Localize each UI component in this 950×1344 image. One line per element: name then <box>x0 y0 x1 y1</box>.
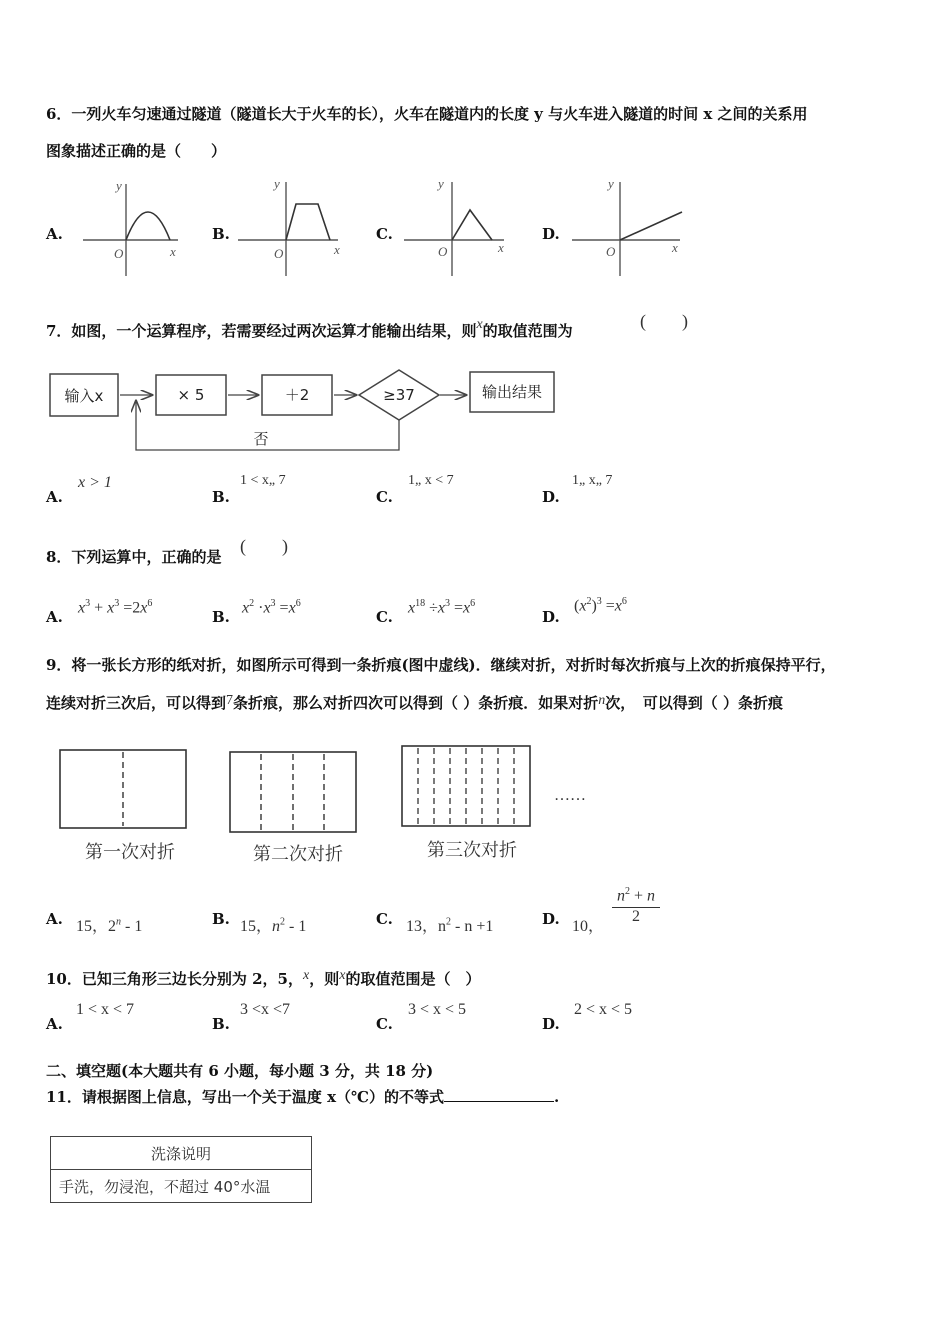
q10-option-b-label: B. <box>212 1015 230 1033</box>
q9-option-a-label: A. <box>46 910 63 928</box>
q8-option-d-label: D. <box>542 608 560 626</box>
origin-label: O <box>274 246 284 261</box>
q9-stem-line1: 9．将一张长方形的纸对折，如图所示可得到一条折痕(图中虚线)．继续对折，对折时每次折痕与上次的折痕保持平行， <box>46 656 836 674</box>
q10-stem-a: 10．已知三角形三边长分别为 2，5， <box>46 970 303 988</box>
q10-stem-b: ，则 <box>309 970 340 988</box>
q9-option-a-num: 15， <box>76 918 109 935</box>
q10-option-d-text[interactable]: 2 < x < 5 <box>574 1001 633 1018</box>
q8-option-a-label: A. <box>46 608 63 626</box>
q7-option-a-label: A. <box>46 488 63 506</box>
q6-option-a-label: A. <box>46 225 63 243</box>
flow-multiply-label: × 5 <box>177 386 205 404</box>
origin-label: O <box>114 246 124 261</box>
q7-option-c-text[interactable]: 1„ x < 7 <box>408 473 454 488</box>
caption-second-fold: 第二次对折 <box>253 844 343 865</box>
q7-flowchart <box>46 364 566 456</box>
q11-answer-blank[interactable] <box>444 1087 554 1102</box>
origin-label: O <box>606 244 616 259</box>
y-axis-label: y <box>608 176 614 191</box>
curve-triangle <box>452 210 492 240</box>
curve-arch <box>126 212 170 240</box>
q10-option-a-label: A. <box>46 1015 63 1033</box>
q6-graph-d[interactable] <box>568 172 684 280</box>
caption-third-fold: 第三次对折 <box>427 840 517 861</box>
q10-stem <box>46 968 480 989</box>
caption-first-fold: 第一次对折 <box>85 842 175 863</box>
q6-graph-b[interactable] <box>234 176 346 280</box>
q10-option-b-text[interactable]: 3 <x <7 <box>240 1001 291 1018</box>
q10-option-c-label: C. <box>376 1015 393 1033</box>
q9-option-d-num: 10， <box>572 918 605 935</box>
q9-option-c-label: C. <box>376 910 393 928</box>
y-axis-label: y <box>274 176 280 191</box>
q7-stem-text: 7．如图，一个运算程序，若需要经过两次运算才能输出结果，则 <box>46 322 477 340</box>
q8-paren: ( ) <box>240 536 288 556</box>
curve-trapezoid <box>286 204 330 240</box>
q10-stem-c: 的取值范围是（ ） <box>345 970 481 988</box>
q6-option-b-label: B. <box>212 225 230 243</box>
q9-stem-line2 <box>46 692 783 713</box>
q9-option-b-expr[interactable]: 15，$n^2 - 1$ <box>240 916 307 935</box>
q9-option-c-num: 13， <box>406 918 439 935</box>
q8-option-c-label: C. <box>376 608 393 626</box>
q9-var-n: n <box>598 693 606 708</box>
q7-stem-end: 的取值范围为 <box>482 322 573 340</box>
q7-option-b-text[interactable]: 1 < x„ 7 <box>240 473 286 488</box>
q9-option-d-label: D. <box>542 910 560 928</box>
y-axis-label: y <box>116 178 122 193</box>
q6-option-c-label: C. <box>376 225 393 243</box>
q8-stem: 8．下列运算中，正确的是 <box>46 548 222 566</box>
table-header: 洗涤说明 <box>51 1137 312 1170</box>
q10-var-x-1: x <box>302 968 310 983</box>
q7-option-a-text[interactable]: x > 1 <box>78 474 112 491</box>
section-heading: 二、填空题(本大题共有 6 小题，每小题 3 分，共 18 分) <box>46 1062 434 1080</box>
q7-option-b-label: B. <box>212 488 230 506</box>
q10-option-a-text[interactable]: 1 < x < 7 <box>76 1001 135 1018</box>
y-axis-label: y <box>438 176 444 191</box>
q9-option-c-expr[interactable]: 13，$n^2 - n +1$ <box>406 916 494 935</box>
q10-option-c-text[interactable]: 3 < x < 5 <box>408 1001 467 1018</box>
q9-line2-b: 条折痕，那么对折四次可以得到（ ）条折痕．如果对折 <box>233 694 599 712</box>
q11-stem-text: 11．请根据图上信息，写出一个关于温度 x（℃）的不等式 <box>46 1088 445 1106</box>
flow-condition-label: ≥37 <box>383 386 415 404</box>
x-axis-label: x <box>334 242 340 257</box>
q11-stem-end: . <box>554 1088 560 1106</box>
q10-var-x-2: x <box>339 968 346 983</box>
q7-stem <box>46 317 573 341</box>
q8-option-b-label: B. <box>212 608 230 626</box>
q6-option-d-label: D. <box>542 225 560 243</box>
curve-ray <box>620 212 682 240</box>
flow-output-label: 输出结果 <box>481 383 543 401</box>
table-body: 手洗，勿浸泡，不超过 40°水温 <box>51 1170 312 1203</box>
q9-num-7: 7 <box>226 693 234 708</box>
q9-option-b-num: 15， <box>240 918 273 935</box>
washing-instructions-table <box>50 1136 312 1203</box>
q6-stem-line2: 图象描述正确的是（ ） <box>46 142 227 160</box>
q8-option-d-expr[interactable]: $(x^2)^3 =x^6$ <box>574 596 627 615</box>
q11-stem <box>46 1086 559 1107</box>
q10-option-d-label: D. <box>542 1015 560 1033</box>
x-axis-label: x <box>170 244 176 259</box>
q7-option-d-text[interactable]: 1„ x„ 7 <box>572 473 613 488</box>
q9-option-b-label: B. <box>212 910 230 928</box>
q7-paren: ( ) <box>640 311 688 331</box>
q9-line2-a: 连续对折三次后，可以得到 <box>46 694 227 712</box>
ellipsis: …… <box>554 787 586 804</box>
q9-line2-c: 次， 可以得到（ ）条折痕 <box>605 694 783 712</box>
flow-input-label: 输入x <box>64 387 104 405</box>
q9-option-a-expr[interactable]: 15，2$^n$ - 1 <box>76 916 143 935</box>
q7-option-d-label: D. <box>542 488 560 506</box>
q8-option-c-expr[interactable]: $x^{18} \div x^3 =x^6$ <box>408 598 476 617</box>
q7-var-x: x <box>476 317 483 332</box>
fraction-denominator: 2 <box>632 908 640 926</box>
fraction-numerator: $n^2 + n$ <box>612 886 660 908</box>
flow-add-label: ＋2 <box>284 386 310 404</box>
x-axis-label: x <box>498 240 504 255</box>
x-axis-label: x <box>672 240 678 255</box>
origin-label: O <box>438 244 448 259</box>
q6-graph-c[interactable] <box>400 172 512 280</box>
q9-fold-figure <box>50 738 610 868</box>
flow-no-label: 否 <box>253 430 269 448</box>
q6-stem-line1: 6．一列火车匀速通过隧道（隧道长大于火车的长），火车在隧道内的长度 y 与火车进入隧道的时间 x 之间的关系用 <box>46 105 808 123</box>
q8-option-a-expr[interactable]: $x^3 + x^3 =2x^6$ <box>78 598 153 617</box>
q9-option-d-fraction[interactable] <box>612 886 660 926</box>
q8-option-b-expr[interactable]: $x^2 \cdot x^3 =x^6$ <box>242 598 301 617</box>
q6-graph-a[interactable] <box>78 176 188 280</box>
q7-option-c-label: C. <box>376 488 393 506</box>
